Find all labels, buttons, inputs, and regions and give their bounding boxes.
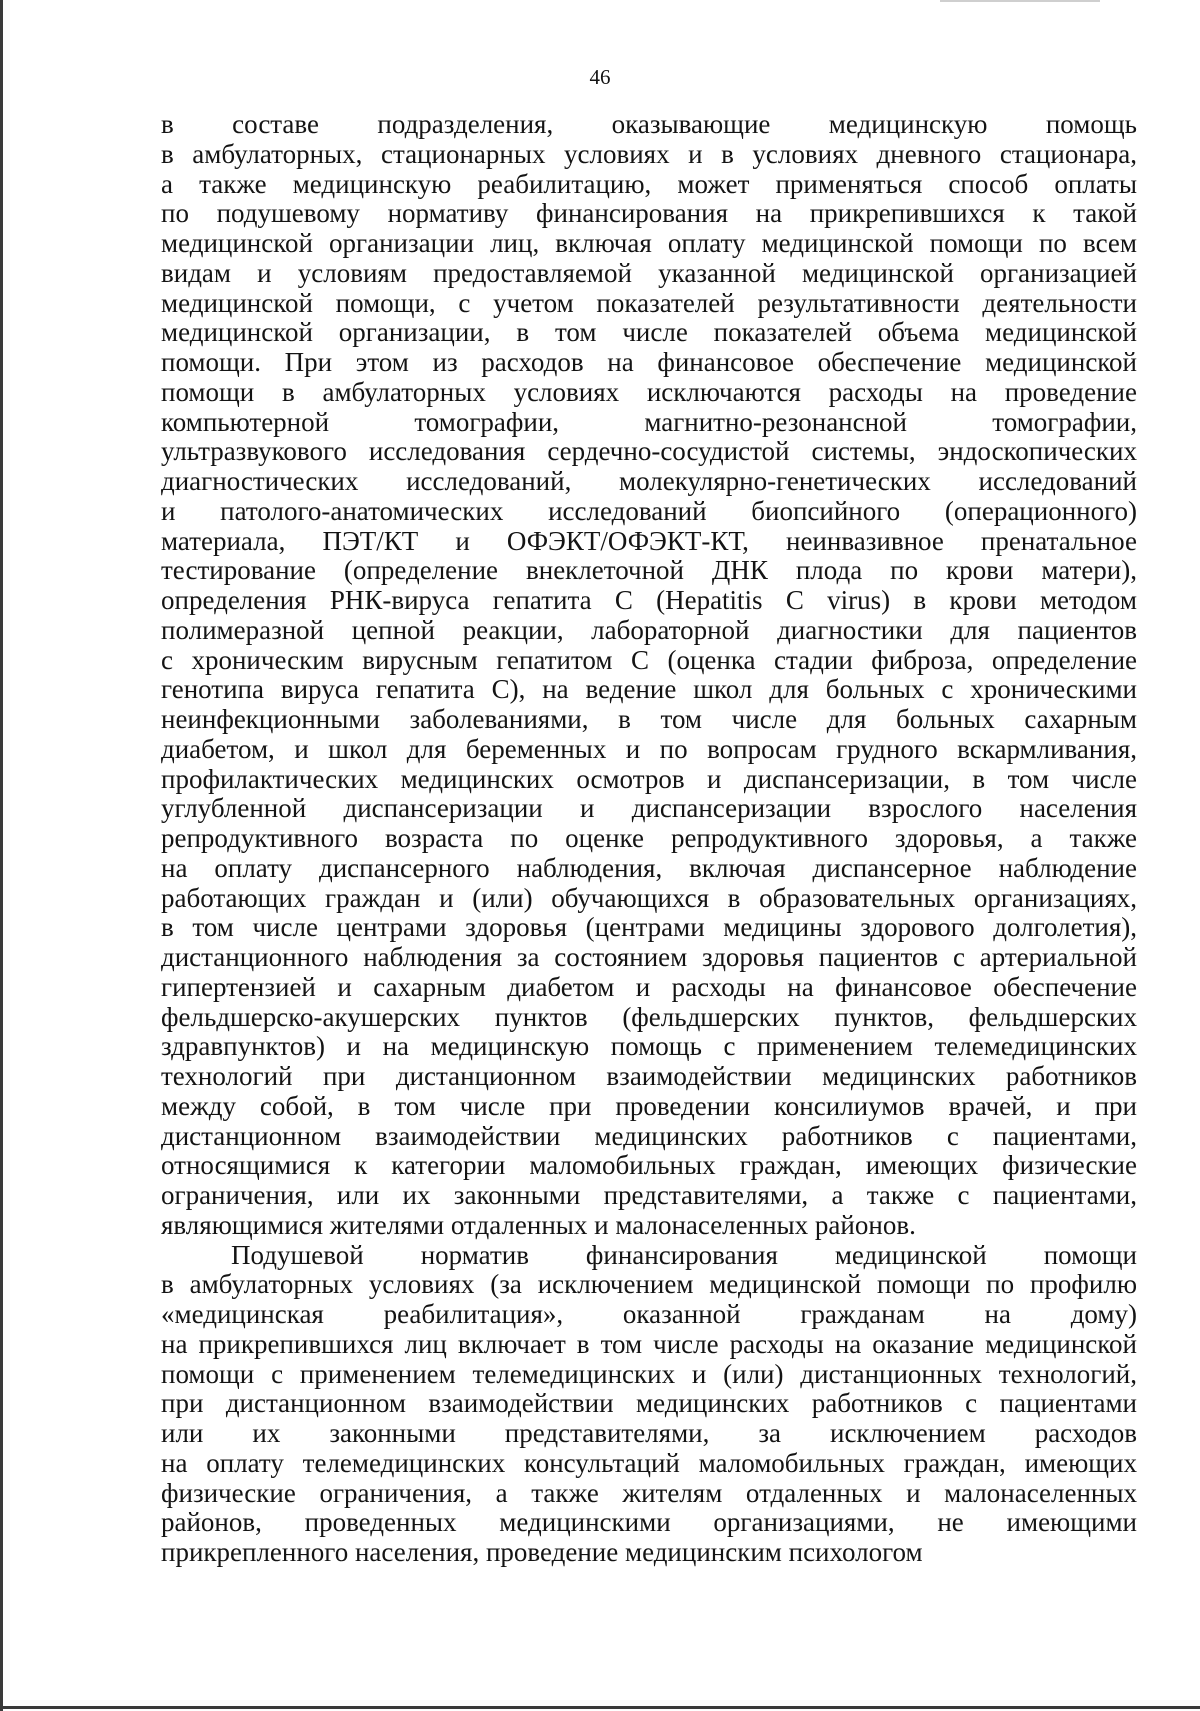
text-line: медицинской помощи, с учетом показателей результативности деятельности [161, 288, 1137, 318]
text-line: материала, ПЭТ/КТ и ОФЭКТ/ОФЭКТ-КТ, неинвазивное пренатальное [161, 526, 1137, 556]
text-line: помощи в амбулаторных условиях исключаются расходы на проведение [161, 377, 1137, 407]
text-line: компьютерной томографии, магнитно-резонансной томографии, [161, 407, 1137, 437]
text-line: углубленной диспансеризации и диспансеризации взрослого населения [161, 794, 1137, 824]
text-line: ультразвукового исследования сердечно-сосудистой системы, эндоскопических [161, 437, 1137, 467]
text-line: по подушевому нормативу финансирования на прикрепившихся к такой [161, 199, 1137, 229]
text-line: определения РНК-вируса гепатита С (Hepatitis C virus) в крови методом [161, 586, 1137, 615]
text-line: полимеразной цепной реакции, лабораторной диагностики для пациентов [161, 615, 1137, 645]
text-line: неинфекционными заболеваниями, в том числе для больных сахарным [161, 705, 1137, 734]
paragraph-1 [161, 110, 1137, 1241]
text-line: фельдшерско-акушерских пунктов (фельдшерских пунктов, фельдшерских [161, 1002, 1137, 1032]
text-line: физические ограничения, а также жителям отдаленных и малонаселенных [161, 1478, 1137, 1508]
text-line: диабетом, и школ для беременных и по вопросам грудного вскармливания, [161, 734, 1137, 764]
paragraph-2 [161, 1241, 1137, 1568]
text-line: дистанционном взаимодействии медицинских работников с пациентами, [161, 1121, 1137, 1151]
text-line: или их законными представителями, за исключением расходов [161, 1419, 1137, 1448]
text-line: дистанционного наблюдения за состоянием здоровья пациентов с артериальной [161, 943, 1137, 972]
text-line: в амбулаторных, стационарных условиях и в условиях дневного стационара, [161, 139, 1137, 169]
scan-smudge-top [940, 0, 1100, 2]
text-line: диагностических исследований, молекулярно-генетических исследований [161, 467, 1137, 496]
text-line: помощи с применением телемедицинских и (или) дистанционных технологий, [161, 1359, 1137, 1389]
text-line: гипертензией и сахарным диабетом и расходы на финансовое обеспечение [161, 972, 1137, 1002]
text-line: ограничения, или их законными представителями, а также с пациентами, [161, 1181, 1137, 1210]
text-line: на оплату телемедицинских консультаций маломобильных граждан, имеющих [161, 1448, 1137, 1478]
text-line: на прикрепившихся лиц включает в том числе расходы на оказание медицинской [161, 1329, 1137, 1359]
text-line: генотипа вируса гепатита С), на ведение школ для больных с хроническими [161, 675, 1137, 705]
scan-border-bottom [0, 1706, 1200, 1709]
text-line: в составе подразделения, оказывающие медицинскую помощь [161, 110, 1137, 139]
text-line: медицинской организации, в том числе показателей объема медицинской [161, 318, 1137, 348]
text-line: а также медицинскую реабилитацию, может применяться способ оплаты [161, 169, 1137, 199]
text-line: являющимися жителями отдаленных и малонаселенных районов. [161, 1210, 916, 1240]
text-line: технологий при дистанционном взаимодействии медицинских работников [161, 1062, 1137, 1091]
text-line: относящимися к категории маломобильных граждан, имеющих физические [161, 1151, 1137, 1181]
text-line: районов, проведенных медицинскими организациями, не имеющими [161, 1508, 1137, 1538]
text-line: Подушевой норматив финансирования медицинской помощи [231, 1240, 1137, 1270]
text-line: прикрепленного населения, проведение медицинским психологом [161, 1538, 923, 1567]
document-body [161, 110, 1137, 1568]
text-line: с хроническим вирусным гепатитом С (оценка стадии фиброза, определение [161, 645, 1137, 675]
text-line: тестирование (определение внеклеточной ДНК плода по крови матери), [161, 556, 1137, 586]
text-line: профилактических медицинских осмотров и диспансеризации, в том числе [161, 764, 1137, 794]
text-line: между собой, в том числе при проведении консилиумов врачей, и при [161, 1091, 1137, 1121]
text-line: «медицинская реабилитация», оказанной гражданам на дому) [161, 1300, 1137, 1329]
text-line: и патолого-анатомических исследований биопсийного (операционного) [161, 496, 1137, 526]
scan-border-left [0, 0, 3, 1711]
text-line: при дистанционном взаимодействии медицинских работников с пациентами [161, 1389, 1137, 1419]
text-line: помощи. При этом из расходов на финансовое обеспечение медицинской [161, 348, 1137, 377]
text-line: репродуктивного возраста по оценке репродуктивного здоровья, а также [161, 824, 1137, 853]
page-number: 46 [589, 65, 611, 89]
text-line: в том числе центрами здоровья (центрами медицины здорового долголетия), [161, 913, 1137, 943]
text-line: медицинской организации лиц, включая оплату медицинской помощи по всем [161, 229, 1137, 258]
text-line: в амбулаторных условиях (за исключением медицинской помощи по профилю [161, 1270, 1137, 1300]
text-line: видам и условиям предоставляемой указанной медицинской организацией [161, 258, 1137, 288]
text-line: работающих граждан и (или) обучающихся в образовательных организациях, [161, 883, 1137, 913]
text-line: здравпунктов) и на медицинскую помощь с применением телемедицинских [161, 1032, 1137, 1062]
text-line: на оплату диспансерного наблюдения, включая диспансерное наблюдение [161, 853, 1137, 883]
